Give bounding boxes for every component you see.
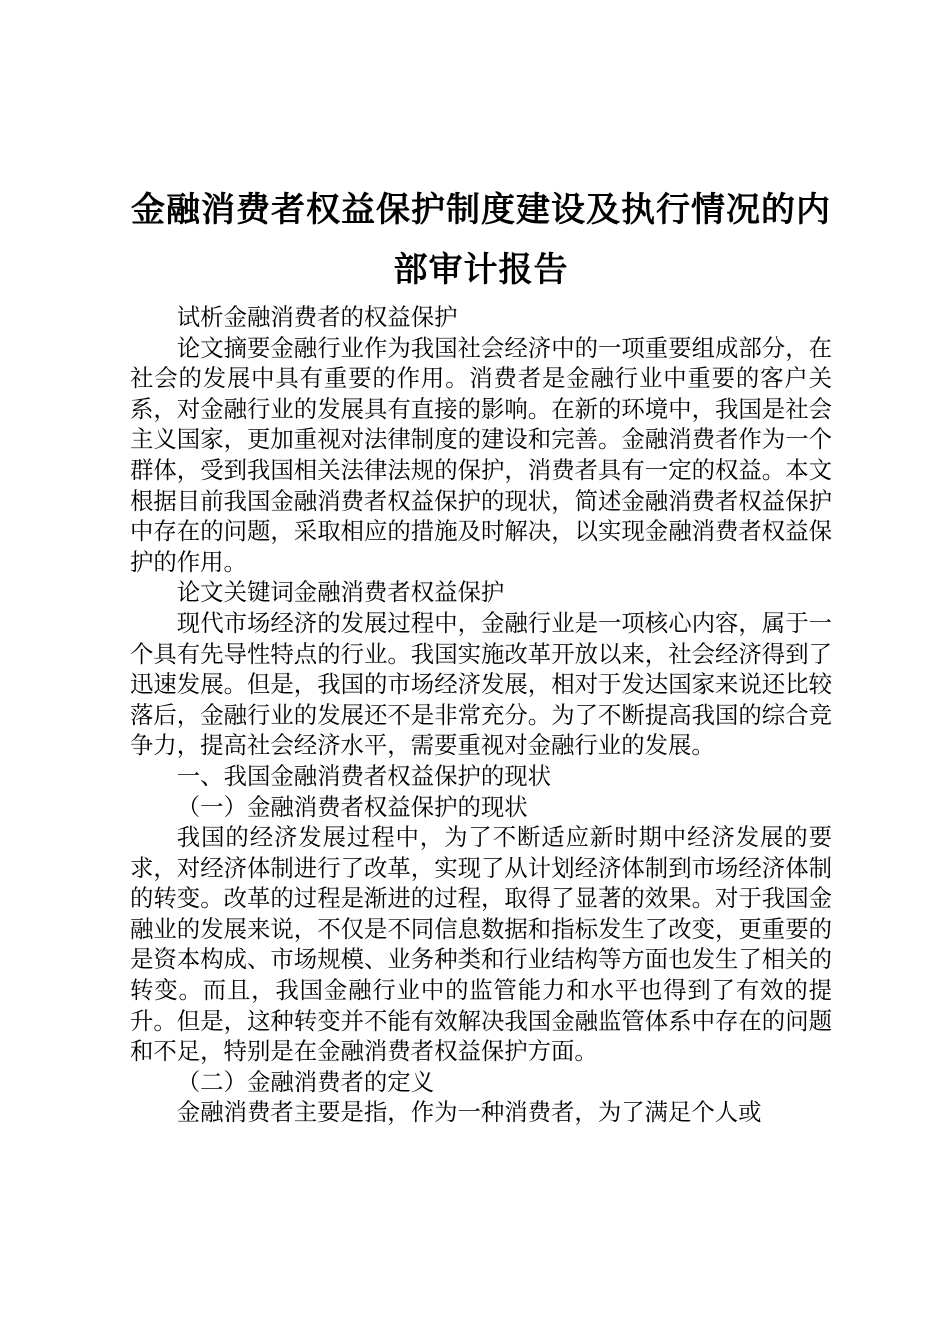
paragraph-abstract: 论文摘要金融行业作为我国社会经济中的一项重要组成部分，在社会的发展中具有重要的作用。消费者是金融行业中重要的客户关系，对金融行业的发展具有直接的影响。在新的环境中，我国是社会主义国家，更加重视对法律制度的建设和完善。金融消费者作为一个群体，受到我国相关法律法规的保护，消费者具有一定的权益。本文根据目前我国金融消费者权益保护的现状，简述金融消费者权益保护中存在的问题，采取相应的措施及时解决，以实现金融消费者权益保护的作用。 [130,333,832,576]
document-page [130,180,832,1128]
document-title: 金融消费者权益保护制度建设及执行情况的内部审计报告 [131,190,831,290]
section-heading-1: 一、我国金融消费者权益保护的现状 [176,761,552,790]
paragraph-definition: 金融消费者主要是指，作为一种消费者，为了满足个人或 [176,1098,762,1127]
document-body [130,302,832,1128]
paragraph-status: 我国的经济发展过程中，为了不断适应新时期中经济发展的要求，对经济体制进行了改革，实现了从计划经济体制到市场经济体制的转变。改革的过程是渐进的过程，取得了显著的效果。对于我国金融业的发展来说，不仅是不同信息数据和指标发生了改变，更重要的是资本构成、市场规模、业务种类和行业结构等方面也发生了相关的转变。而且，我国金融行业中的监管能力和水平也得到了有效的提升。但是，这种转变并不能有效解决我国金融监管体系中存在的问题和不足，特别是在金融消费者权益保护方面。 [130,823,832,1066]
subsection-heading-1-2: （二）金融消费者的定义 [176,1067,435,1096]
paragraph-intro: 现代市场经济的发展过程中，金融行业是一项核心内容，属于一个具有先导性特点的行业。我国实施改革开放以来，社会经济得到了迅速发展。但是，我国的市场经济发展，相对于发达国家来说还比较落后，金融行业的发展还不是非常充分。为了不断提高我国的综合竞争力，提高社会经济水平，需要重视对金融行业的发展。 [130,608,832,760]
paragraph-keywords: 论文关键词金融消费者权益保护 [176,578,505,607]
paragraph-subtitle: 试析金融消费者的权益保护 [176,303,458,331]
subsection-heading-1-1: （一）金融消费者权益保护的现状 [176,792,528,821]
